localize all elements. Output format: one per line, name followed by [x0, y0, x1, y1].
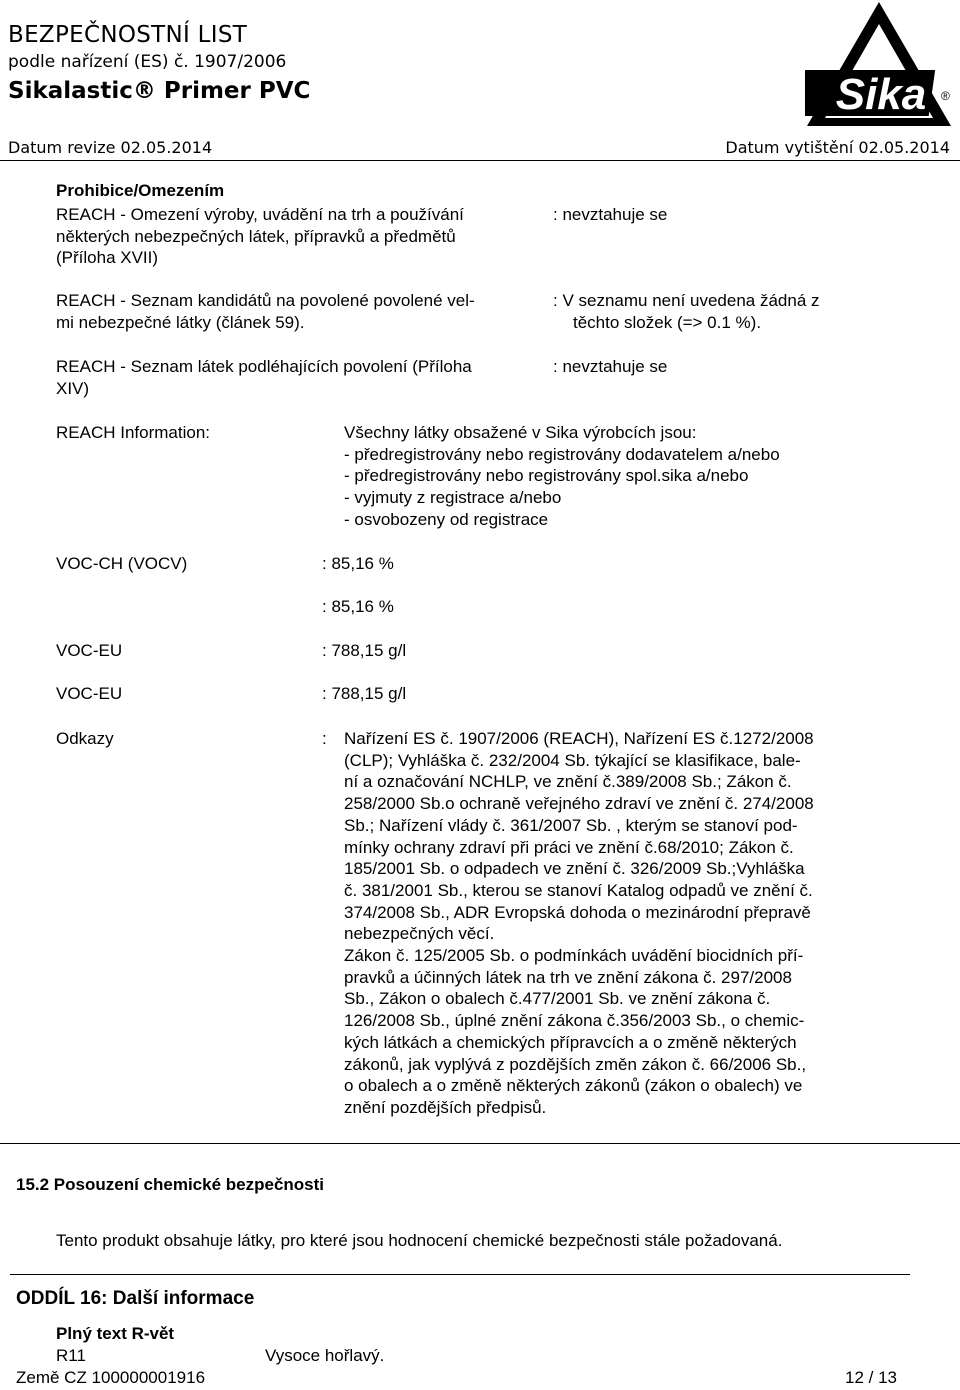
r-phrase-code: R11 — [56, 1346, 86, 1365]
restriction-row-3-label: REACH - Seznam látek podléhajících povolení (Příloha XIV) — [56, 357, 472, 398]
restriction-row-2-value: : V seznamu není uvedena žádná z těchto složek (=> 0.1 %). — [553, 291, 820, 332]
reach-info-label: REACH Information: — [56, 423, 210, 442]
references-label: Odkazy — [56, 729, 114, 748]
sika-logo — [805, 0, 953, 128]
references-colon: : — [322, 729, 327, 748]
voc-eu-value-1: : 788,15 g/l — [322, 641, 407, 660]
restriction-row-2-label: REACH - Seznam kandidátů na povolené povolené vel- mi nebezpečné látky (článek 59). — [56, 291, 475, 332]
document-title: BEZPEČNOSTNÍ LIST — [8, 22, 248, 48]
restriction-row-1-label: REACH - Omezení výroby, uvádění na trh a používání některých nebezpečných látek, přípravků a předmětů (Příloha XVII) — [56, 205, 464, 268]
section-15-2-text: Tento produkt obsahuje látky, pro které jsou hodnocení chemické bezpečnosti stále požadovaná. — [56, 1231, 783, 1250]
section-15-2-heading: 15.2 Posouzení chemické bezpečnosti — [16, 1175, 325, 1194]
registered-mark: ® — [941, 89, 950, 103]
voc-ch-label: VOC-CH (VOCV) — [56, 554, 188, 573]
header-divider — [0, 160, 960, 161]
restriction-row-3-value: : nevztahuje se — [553, 357, 668, 376]
voc-eu-label-2: VOC-EU — [56, 684, 123, 703]
section-16-heading: ODDÍL 16: Další informace — [16, 1288, 255, 1309]
references-text: Nařízení ES č. 1907/2006 (REACH), Nařízení ES č.1272/2008 (CLP); Vyhláška č. 232/2004 Sb. týkající se klasifikace, bale- ní a označování NCHLP, ve znění č.389/2008 Sb.; Zákon č. 258/2000 Sb.o ochraně veřejného zdraví ve znění č. 274/2008 Sb.; Nařízení vlády č. 361/2007 Sb. , kterým se stanoví pod- mínky ochrany zdraví při práci ve znění č.68/2010; Zákon č. 185/2001 Sb. o odpadech ve znění č. 326/2009 Sb.;Vyhláška č. 381/2001 Sb., kterou se stanoví Katalog odpadů ve znění č. 374/2008 Sb., ADR Evropská dohoda o mezinárodní přepravě nebezpečných věcí. Zákon č. 125/2005 Sb. o podmínkách uvádění biocidních pří- pravků a účinných látek na trh ve znění zákona č. 297/2008 Sb., Zákon o obalech č.477/2001 Sb. ve znění zákona č. 126/2008 Sb., úplné znění zákona č.356/2003 Sb., o chemic- kých látkách a chemických přípravcích a o změně některých zákonů, jak vyplývá z pozdějších změn zákon č. 66/2006 Sb., o obalech a o změně některých zákonů (zákon o obalech) ve znění pozdějších předpisů. — [344, 729, 814, 1117]
section-divider — [0, 1143, 960, 1144]
revision-date: Datum revize 02.05.2014 — [8, 138, 213, 157]
product-name: Sikalastic® Primer PVC — [8, 78, 311, 104]
voc-ch-value-2: : 85,16 % — [322, 597, 394, 616]
r-phrases-heading: Plný text R-vět — [56, 1324, 175, 1343]
print-date: Datum vytištění 02.05.2014 — [725, 138, 950, 157]
r-phrase-text: Vysoce hořlavý. — [265, 1346, 385, 1365]
logo-wordmark: Sika — [835, 70, 927, 119]
section-16-divider — [10, 1274, 910, 1275]
voc-eu-label-1: VOC-EU — [56, 641, 123, 660]
reach-info-text: Všechny látky obsažené v Sika výrobcích jsou: - předregistrovány nebo registrovány dodavatelem a/nebo - předregistrovány nebo registrovány spol.sika a/nebo - vyjmuty z registrace a/nebo - osvobozeny od registrace — [344, 423, 780, 529]
footer-country-id: Země CZ 100000001916 — [16, 1368, 206, 1387]
restrictions-heading: Prohibice/Omezením — [56, 181, 225, 200]
regulation-reference: podle nařízení (ES) č. 1907/2006 — [8, 52, 287, 72]
voc-ch-value: : 85,16 % — [322, 554, 394, 573]
footer-page-number: 12 / 13 — [845, 1368, 897, 1387]
restriction-row-1-value: : nevztahuje se — [553, 205, 668, 224]
voc-eu-value-2: : 788,15 g/l — [322, 684, 407, 703]
